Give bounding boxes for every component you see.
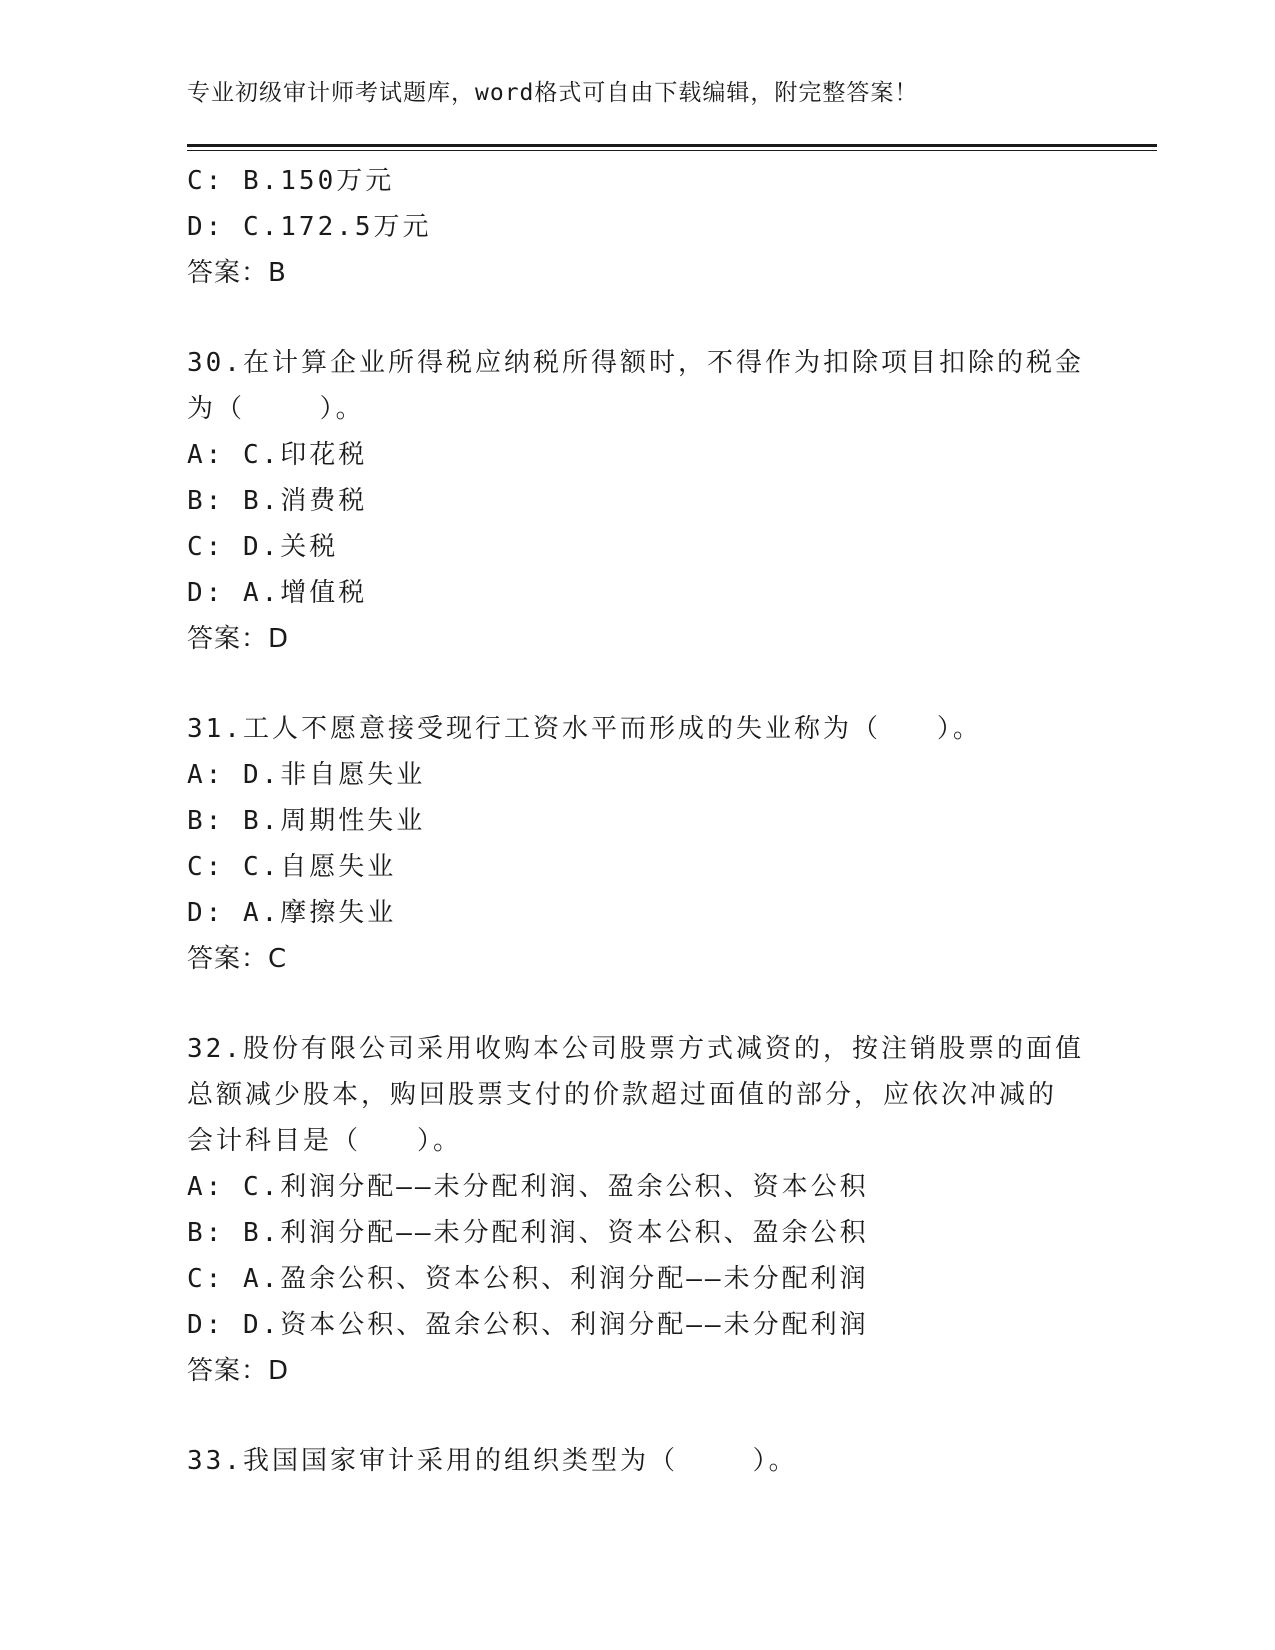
- option-d: D: A.摩擦失业: [187, 898, 397, 928]
- option-b: B: B.消费税: [187, 486, 368, 516]
- option-b: B: B.利润分配——未分配利润、资本公积、盈余公积: [187, 1218, 869, 1248]
- option-c: C: B.150万元: [187, 166, 395, 196]
- page-header: 专业初级审计师考试题库，word格式可自由下载编辑，附完整答案！: [187, 80, 919, 106]
- question-stem: [187, 340, 1087, 432]
- stem-line: 33.我国国家审计采用的组织类型为（ ）。: [187, 1446, 798, 1476]
- stem-line: 会计科目是（ ）。: [187, 1126, 462, 1156]
- option-a: A: D.非自愿失业: [187, 760, 426, 790]
- question-30: [187, 340, 1087, 662]
- stem-line: 30.在计算企业所得税应纳税所得额时，不得作为扣除项目扣除的税金: [187, 348, 1084, 378]
- question-29-tail: [187, 158, 1087, 296]
- question-stem: [187, 1026, 1087, 1164]
- answer: 答案：C: [187, 944, 288, 974]
- option-d: D: A.增值税: [187, 578, 368, 608]
- question-31: [187, 706, 1087, 982]
- header-rule-thin: [187, 150, 1157, 151]
- option-c: C: D.关税: [187, 532, 339, 562]
- answer: 答案：D: [187, 624, 290, 654]
- question-stem: [187, 1438, 1087, 1484]
- option-a: A: C.利润分配——未分配利润、盈余公积、资本公积: [187, 1172, 869, 1202]
- option-d: D: C.172.5万元: [187, 212, 432, 242]
- question-33: [187, 1438, 1087, 1484]
- stem-line: 32.股份有限公司采用收购本公司股票方式减资的，按注销股票的面值: [187, 1034, 1084, 1064]
- stem-line: 31.工人不愿意接受现行工资水平而形成的失业称为（ ）。: [187, 714, 982, 744]
- question-content: [187, 158, 1087, 1484]
- option-c: C: A.盈余公积、资本公积、利润分配——未分配利润: [187, 1264, 869, 1294]
- header-rule-thick: [187, 144, 1157, 147]
- answer: 答案：B: [187, 258, 287, 288]
- answer: 答案：D: [187, 1356, 290, 1386]
- stem-line: 总额减少股本，购回股票支付的价款超过面值的部分，应依次冲减的: [187, 1080, 1058, 1110]
- option-b: B: B.周期性失业: [187, 806, 426, 836]
- question-32: [187, 1026, 1087, 1394]
- question-stem: [187, 706, 1087, 752]
- option-c: C: C.自愿失业: [187, 852, 397, 882]
- option-a: A: C.印花税: [187, 440, 368, 470]
- stem-line: 为（ ）。: [187, 394, 365, 424]
- option-d: D: D.资本公积、盈余公积、利润分配——未分配利润: [187, 1310, 869, 1340]
